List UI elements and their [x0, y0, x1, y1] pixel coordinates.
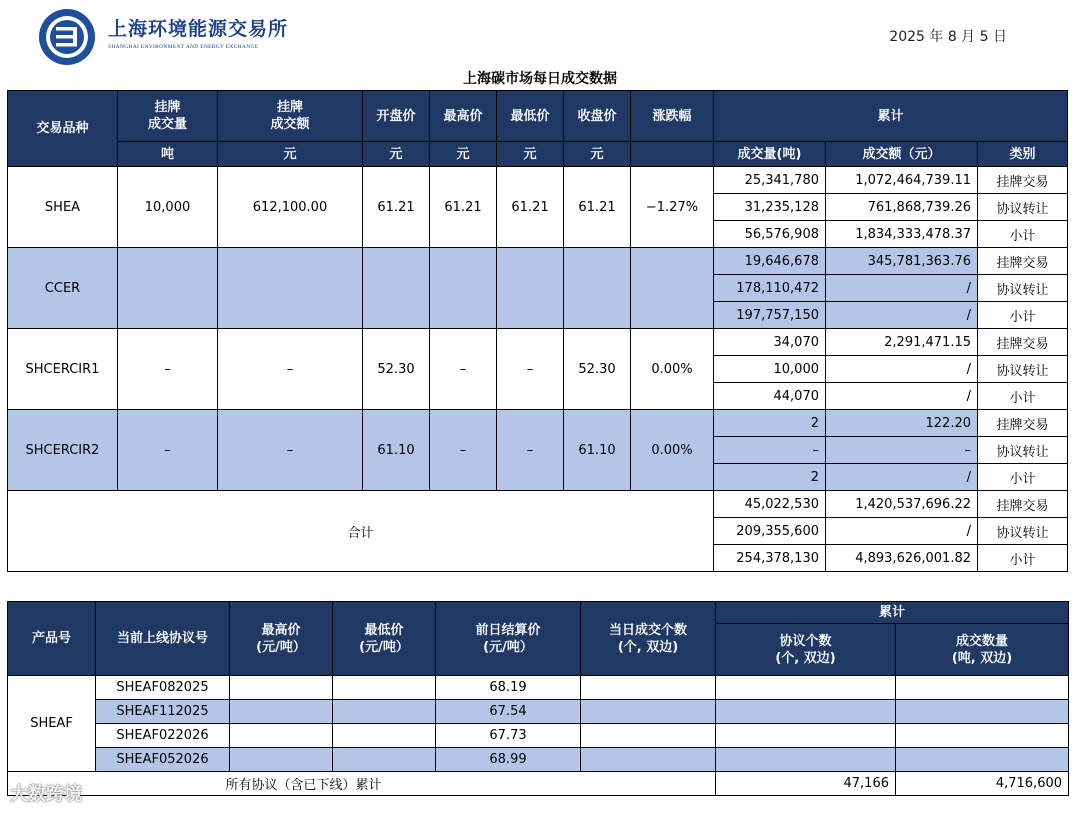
col-low-price: [333, 602, 436, 676]
cell-change: 0.00%: [631, 410, 714, 491]
total-cum-volume: 45,022,530: [714, 491, 826, 518]
cell-cum-volume: 44,070: [714, 383, 826, 410]
col-cumulative: 累计: [714, 91, 1068, 142]
col-low-price-text: 最低价 (元/吨）: [359, 622, 409, 655]
cell-settle: 67.54: [436, 700, 581, 724]
cell-low: 61.21: [497, 167, 564, 248]
cell-product: SHCERCIR2: [8, 410, 118, 491]
table-row: [8, 329, 1068, 356]
cell-cum-qty: [896, 700, 1069, 724]
report-date: 2025 年 8 月 5 日: [889, 29, 1007, 45]
cell-cum-type: 小计: [978, 464, 1068, 491]
cell-cum-volume: 178,110,472: [714, 275, 826, 302]
total-cum-type: 小计: [978, 545, 1068, 572]
cell-close: 61.10: [564, 410, 631, 491]
cell-amount: –: [218, 329, 363, 410]
col-agreement: 当前上线协议号: [96, 602, 230, 676]
col-cum-type: 类别: [978, 142, 1068, 167]
table-row: [8, 410, 1068, 437]
report-title: 上海碳市场每日成交数据: [463, 71, 617, 87]
cell-cum-amount: 345,781,363.76: [826, 248, 978, 275]
cell-cum-amount: /: [826, 383, 978, 410]
cell-close: 52.30: [564, 329, 631, 410]
cell-low: [333, 724, 436, 748]
cell-agreement: SHEAF052026: [96, 748, 230, 772]
cell-volume: [118, 248, 218, 329]
table-row: [8, 724, 1069, 748]
cell-low: [333, 676, 436, 700]
cell-product: CCER: [8, 248, 118, 329]
col-cumulative2: 累计: [716, 602, 1069, 624]
cell-open: 61.10: [363, 410, 430, 491]
cell-product-code: SHEAF: [8, 676, 96, 772]
cell-cum-type: 挂牌交易: [978, 248, 1068, 275]
cell-cum-amount: 2,291,471.15: [826, 329, 978, 356]
cell-high: [230, 700, 333, 724]
footer-cum-qty: 4,716,600: [896, 772, 1069, 796]
cell-count: [581, 748, 716, 772]
cell-cum-volume: 197,757,150: [714, 302, 826, 329]
cell-high: 61.21: [430, 167, 497, 248]
cell-high: [230, 748, 333, 772]
cell-cum-type: 挂牌交易: [978, 167, 1068, 194]
daily-trading-table: [7, 90, 1068, 572]
exchange-name-en: SHANGHAI ENVIRONMENT AND ENERGY EXCHANGE: [108, 44, 259, 50]
cell-cum-volume: –: [714, 437, 826, 464]
cell-cum-volume: 56,576,908: [714, 221, 826, 248]
col-low: 最低价: [497, 91, 564, 142]
cell-low: [497, 248, 564, 329]
cell-cum-type: 小计: [978, 383, 1068, 410]
unit-yuan: 元: [497, 142, 564, 167]
exchange-name-cn: 上海环境能源交易所: [108, 18, 289, 40]
cell-close: [564, 248, 631, 329]
col-settle-price-text: 前日结算价 (元/吨）: [475, 622, 541, 655]
total-cum-type: 协议转让: [978, 518, 1068, 545]
col-listed-amount: [218, 91, 363, 142]
table-row: [8, 676, 1069, 700]
cell-cum-type: 挂牌交易: [978, 329, 1068, 356]
cell-cum-volume: 2: [714, 464, 826, 491]
col-close: 收盘价: [564, 91, 631, 142]
cell-high: –: [430, 329, 497, 410]
cell-agreement: SHEAF112025: [96, 700, 230, 724]
cell-high: –: [430, 410, 497, 491]
cell-cum-amount: /: [826, 356, 978, 383]
cell-settle: 67.73: [436, 724, 581, 748]
unit-yuan: 元: [218, 142, 363, 167]
unit-empty: [631, 142, 714, 167]
cell-high: [230, 724, 333, 748]
cell-cum-type: 挂牌交易: [978, 410, 1068, 437]
cell-cum-type: 协议转让: [978, 437, 1068, 464]
total-cum-volume: 254,378,130: [714, 545, 826, 572]
col-high-price-text: 最高价 (元/吨）: [256, 622, 306, 655]
col-listed-volume-text: 挂牌 成交量: [147, 100, 187, 132]
total-cum-amount: /: [826, 518, 978, 545]
col-product: 交易品种: [8, 91, 118, 167]
cell-change: −1.27%: [631, 167, 714, 248]
table-row: [8, 700, 1069, 724]
cell-cum-amount: 761,868,739.26: [826, 194, 978, 221]
footer-row: [8, 772, 1069, 796]
total-cum-amount: 4,893,626,001.82: [826, 545, 978, 572]
cell-cum-amount: –: [826, 437, 978, 464]
table-row: [8, 167, 1068, 194]
cell-volume: –: [118, 410, 218, 491]
col-cum-volume: 成交量(吨): [714, 142, 826, 167]
cell-cum-qty: [896, 748, 1069, 772]
cell-cum-count: [716, 700, 896, 724]
cell-settle: 68.99: [436, 748, 581, 772]
cell-cum-volume: 2: [714, 410, 826, 437]
cell-cum-type: 协议转让: [978, 356, 1068, 383]
cell-open: 52.30: [363, 329, 430, 410]
cell-cum-qty: [896, 676, 1069, 700]
cell-agreement: SHEAF022026: [96, 724, 230, 748]
cell-low: –: [497, 329, 564, 410]
watermark-text: 大数跨境: [10, 784, 82, 805]
cell-open: 61.21: [363, 167, 430, 248]
cell-cum-count: [716, 676, 896, 700]
col-day-count: [581, 602, 716, 676]
cell-agreement: SHEAF082025: [96, 676, 230, 700]
cell-change: 0.00%: [631, 329, 714, 410]
cell-cum-amount: /: [826, 275, 978, 302]
cell-settle: 68.19: [436, 676, 581, 700]
col-day-count-text: 当日成交个数 (个, 双边): [608, 622, 687, 655]
cell-product: SHEA: [8, 167, 118, 248]
cell-cum-count: [716, 724, 896, 748]
cell-amount: –: [218, 410, 363, 491]
cell-amount: [218, 248, 363, 329]
cell-cum-type: 小计: [978, 221, 1068, 248]
cell-low: [333, 748, 436, 772]
watermark: [10, 780, 82, 806]
total-cum-type: 挂牌交易: [978, 491, 1068, 518]
col-listed-volume: [118, 91, 218, 142]
table-row: [8, 248, 1068, 275]
cell-cum-type: 小计: [978, 302, 1068, 329]
cell-cum-volume: 25,341,780: [714, 167, 826, 194]
cell-volume: –: [118, 329, 218, 410]
footer-cum-count: 47,166: [716, 772, 896, 796]
unit-yuan: 元: [564, 142, 631, 167]
cell-high: [230, 676, 333, 700]
cell-open: [363, 248, 430, 329]
col-cum-qty: [896, 624, 1069, 676]
table-row: [8, 748, 1069, 772]
cell-volume: 10,000: [118, 167, 218, 248]
cell-cum-type: 协议转让: [978, 275, 1068, 302]
cell-count: [581, 676, 716, 700]
col-product-code: 产品号: [8, 602, 96, 676]
cell-amount: 612,100.00: [218, 167, 363, 248]
cell-cum-volume: 10,000: [714, 356, 826, 383]
cell-high: [430, 248, 497, 329]
total-row: [8, 491, 1068, 518]
cell-count: [581, 700, 716, 724]
futures-agreement-table: [7, 601, 1069, 796]
exchange-logo-icon: [38, 8, 96, 66]
cell-count: [581, 724, 716, 748]
footer-label: 所有协议（含已下线）累计: [8, 772, 716, 796]
cell-cum-qty: [896, 724, 1069, 748]
cell-low: –: [497, 410, 564, 491]
total-cum-amount: 1,420,537,696.22: [826, 491, 978, 518]
cell-change: [631, 248, 714, 329]
col-high: 最高价: [430, 91, 497, 142]
col-cum-count: [716, 624, 896, 676]
cell-cum-amount: /: [826, 302, 978, 329]
col-cum-qty-text: 成交数量 (吨, 双边): [951, 633, 1013, 666]
cell-cum-count: [716, 748, 896, 772]
unit-ton: 吨: [118, 142, 218, 167]
cell-cum-amount: /: [826, 464, 978, 491]
col-high-price: [230, 602, 333, 676]
col-open: 开盘价: [363, 91, 430, 142]
page-header: [0, 0, 1080, 70]
unit-yuan: 元: [363, 142, 430, 167]
cell-cum-volume: 31,235,128: [714, 194, 826, 221]
cell-cum-volume: 19,646,678: [714, 248, 826, 275]
cell-close: 61.21: [564, 167, 631, 248]
cell-cum-amount: 1,072,464,739.11: [826, 167, 978, 194]
cell-product: SHCERCIR1: [8, 329, 118, 410]
total-cum-volume: 209,355,600: [714, 518, 826, 545]
col-change: 涨跌幅: [631, 91, 714, 142]
cell-cum-amount: 122.20: [826, 410, 978, 437]
cell-low: [333, 700, 436, 724]
col-settle-price: [436, 602, 581, 676]
col-cum-amount: 成交额（元）: [826, 142, 978, 167]
col-cum-count-text: 协议个数 (个, 双边): [775, 633, 836, 666]
unit-yuan: 元: [430, 142, 497, 167]
cell-cum-volume: 34,070: [714, 329, 826, 356]
col-listed-amount-text: 挂牌 成交额: [270, 100, 310, 132]
cell-cum-type: 协议转让: [978, 194, 1068, 221]
cell-cum-amount: 1,834,333,478.37: [826, 221, 978, 248]
total-label: 合计: [8, 491, 714, 572]
